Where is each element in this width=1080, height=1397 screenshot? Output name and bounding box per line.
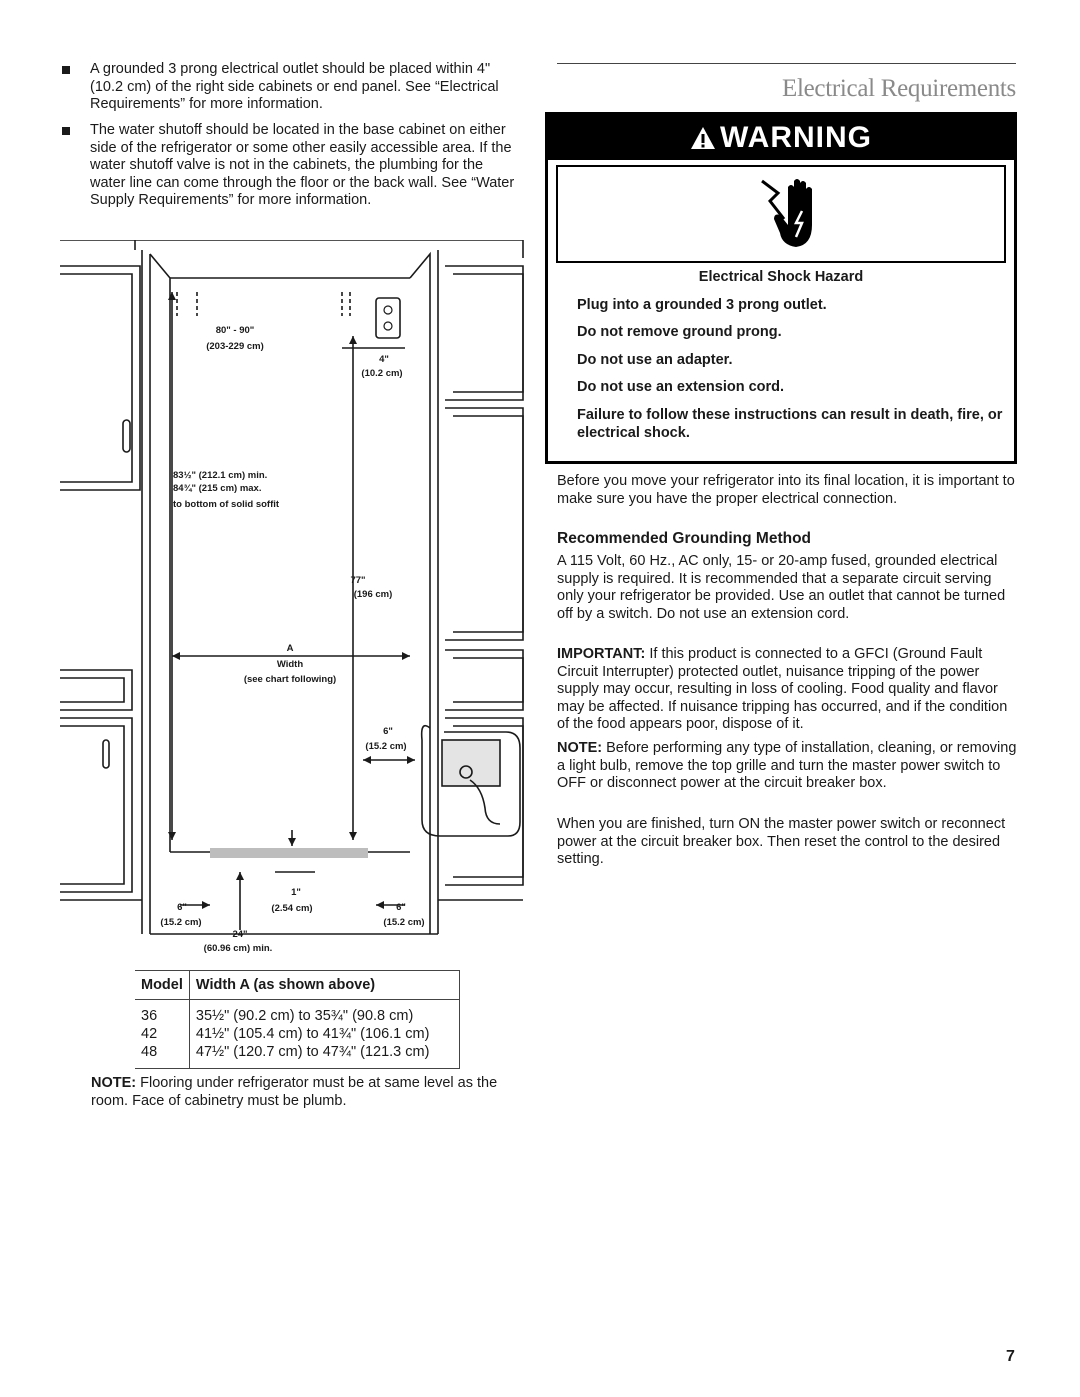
left-upper-cabinet — [60, 266, 140, 490]
soffit-line — [60, 240, 523, 258]
table-row — [135, 1000, 460, 1026]
label-six-left-cm: (15.2 cm) — [160, 917, 202, 928]
grounding-paragraph: A 115 Volt, 60 Hz., AC only, 15- or 20-amp fused, grounded electrical supply is required. It is recommended that a separate circuit serving only your refrigerator be provided. Use an outlet that cannot be turned off by a switch. Do not use an extension cord. — [557, 553, 1006, 622]
label-height-range-cm: (203-229 cm) — [206, 341, 264, 352]
label-six-bottom-right: 6" — [396, 902, 406, 913]
page-number: 7 — [1006, 1348, 1015, 1365]
warning-icon-panel — [556, 165, 1006, 263]
label-height-77-cm: (196 cm) — [353, 589, 393, 600]
label-six-right: 6" — [383, 726, 393, 737]
width-table — [135, 970, 460, 1069]
label-soffit-note: to bottom of solid soffit — [173, 499, 280, 510]
bullet-water-shutoff — [62, 122, 522, 210]
label-width-letter: A — [286, 643, 294, 654]
label-six-left: 6" — [177, 902, 187, 913]
table-cell-model: 42 — [135, 1025, 189, 1043]
warning-text — [556, 269, 1006, 452]
label-height-77: 77" — [350, 575, 366, 586]
left-lower-handle — [103, 740, 109, 768]
label-width-word: Width — [276, 659, 304, 670]
table-cell-width: 47½" (120.7 cm) to 47¾" (121.3 cm) — [189, 1043, 459, 1069]
table-cell-model: 36 — [135, 1000, 189, 1026]
label-six-bottom-right-cm: (15.2 cm) — [383, 917, 425, 928]
label-one-inch: 1" — [291, 887, 301, 898]
table-row — [135, 1025, 460, 1043]
warning-item: Plug into a grounded 3 prong outlet. — [577, 296, 827, 313]
left-upper-handle — [123, 420, 130, 452]
bullet-text: The water shutoff should be located in the base cabinet on either side of the refrigerator or some other easily accessible area. If the water shutoff valve is not in the cabinets, the plumbing for the water line can come through the floor or the back wall. See “Water Supply Requirements” for more information. — [90, 122, 515, 209]
note-paragraph — [557, 740, 1017, 793]
label-outlet-offset: 4" — [379, 354, 389, 365]
important-paragraph — [557, 646, 1017, 734]
left-drawer — [60, 670, 132, 710]
bullet-square — [62, 127, 70, 135]
important-text: If this product is connected to a GFCI (Ground Fault Circuit Interrupter) protected outlet, nuisance tripping of the power supply may occur, resulting in loss of cooling. Food quality and flavor may be affected. If nuisance tripping has occurred, and if the condition of the food appears poor, dispose of it. — [557, 646, 1008, 733]
warning-item: Do not remove ground prong. — [577, 324, 782, 341]
warning-banner — [548, 115, 1014, 160]
table-cell-width: 41½" (105.4 cm) to 41¾" (106.1 cm) — [189, 1025, 459, 1043]
warning-triangle-icon — [690, 126, 716, 150]
right-upper-cabinet — [445, 266, 523, 400]
table-cell-model: 48 — [135, 1043, 189, 1069]
table-header-row — [135, 971, 460, 1000]
label-depth-24: 24" — [232, 929, 248, 940]
installation-dimensions-diagram — [60, 240, 530, 960]
electric-shock-hand-icon — [758, 175, 828, 255]
left-lower-cabinet — [60, 718, 132, 892]
note2-lead: NOTE: — [557, 740, 603, 756]
outlet — [376, 298, 400, 338]
label-height-range: 80" - 90" — [215, 325, 255, 336]
bullet-text: A grounded 3 prong electrical outlet should be placed within 4" (10.2 cm) of the right side cabinets or end panel. See “Electrical Requirements” for more information. — [90, 61, 499, 113]
warning-item: Do not use an adapter. — [577, 351, 733, 368]
flooring-note — [91, 1075, 516, 1110]
label-width-note: (see chart following) — [243, 674, 337, 685]
table-cell-width: 35½" (90.2 cm) to 35¾" (90.8 cm) — [189, 1000, 459, 1026]
section-rule — [557, 63, 1016, 64]
table-header-width: Width A (as shown above) — [189, 971, 459, 1000]
warning-banner-text: WARNING — [720, 120, 872, 154]
bullet-outlet — [62, 61, 522, 114]
floor-grille — [210, 848, 368, 858]
warning-item: Failure to follow these instructions can result in death, fire, or electrical shock. — [577, 406, 1003, 441]
note-lead: NOTE: — [91, 1075, 137, 1091]
warning-box — [545, 112, 1017, 464]
label-six-right-cm: (15.2 cm) — [365, 741, 407, 752]
bullet-square — [62, 66, 70, 74]
label-soffit-max: 84¾" (215 cm) max. — [173, 483, 262, 494]
label-soffit-min: 83½" (212.1 cm) min. — [173, 470, 268, 481]
important-lead: IMPORTANT: — [557, 646, 646, 662]
table-row — [135, 1043, 460, 1069]
note2-text: Before performing any type of installation, cleaning, or removing a light bulb, remove the top grille and turn the master power switch to OFF or disconnect power at the circuit breaker box. — [557, 740, 1017, 792]
label-depth-24-cm: (60.96 cm) min. — [203, 943, 273, 954]
note-text: Flooring under refrigerator must be at same level as the room. Face of cabinetry must be plumb. — [91, 1075, 498, 1109]
table-header-model: Model — [135, 971, 189, 1000]
grounding-heading: Recommended Grounding Method — [557, 530, 812, 547]
finish-paragraph: When you are finished, turn ON the master power switch or reconnect power at the circuit breaker box. Then reset the control to the desired setting. — [557, 816, 1006, 868]
section-title: Electrical Requirements — [782, 75, 1016, 102]
label-outlet-offset-cm: (10.2 cm) — [361, 368, 403, 379]
water-valve-box — [442, 740, 500, 786]
warning-item: Do not use an extension cord. — [577, 379, 785, 396]
label-one-inch-cm: (2.54 cm) — [271, 903, 313, 914]
intro-paragraph: Before you move your refrigerator into its final location, it is important to make sure you have the proper electrical connection. — [557, 473, 1015, 507]
hazard-title: Electrical Shock Hazard — [698, 269, 864, 285]
